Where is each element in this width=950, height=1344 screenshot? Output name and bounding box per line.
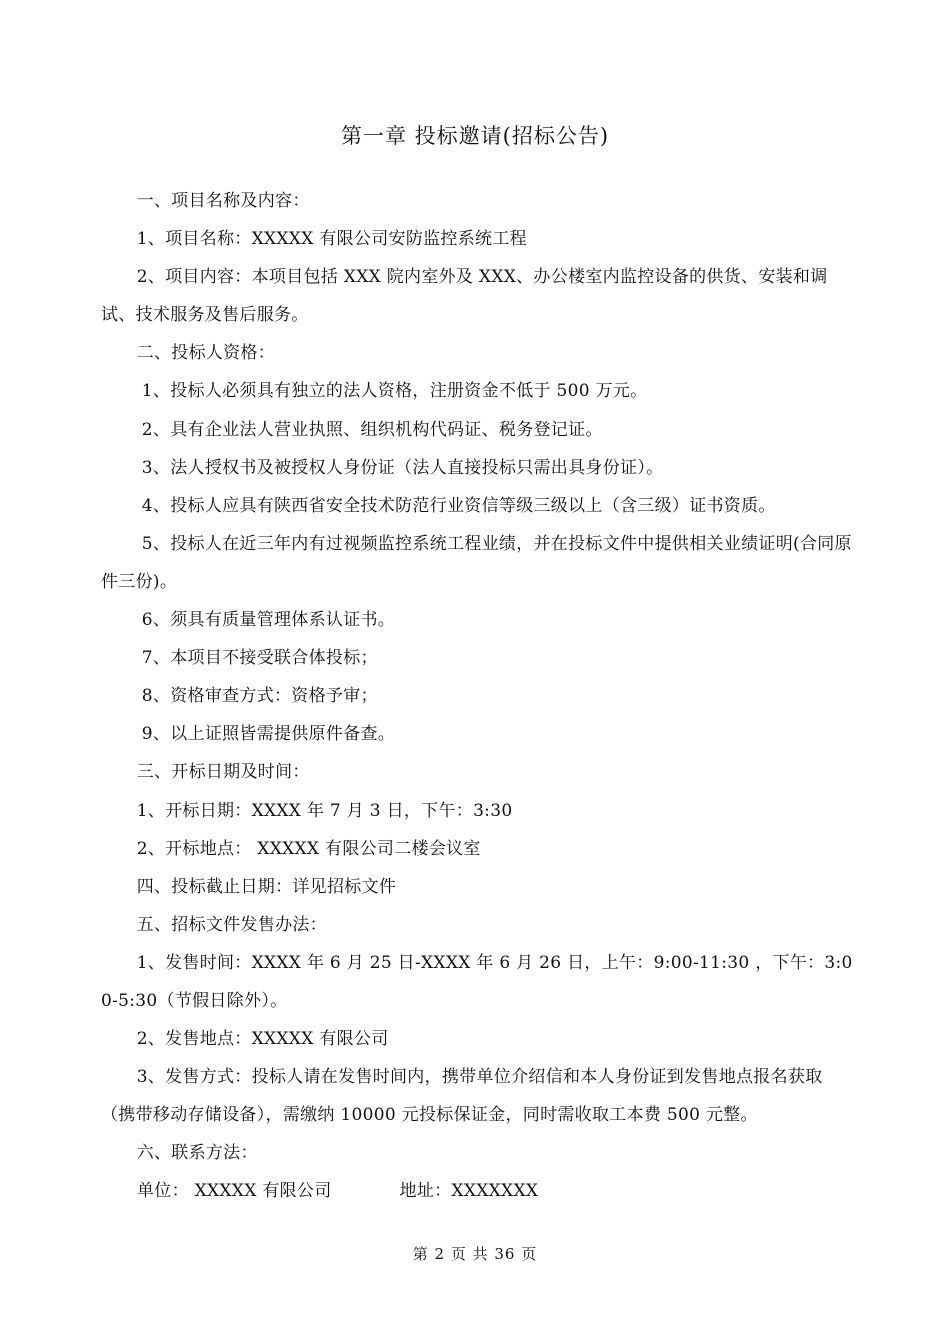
paragraph-qualification-5: 5、投标人在近三年内有过视频监控系统工程业绩，并在投标文件中提供相关业绩证明(合同原件三份)。 — [101, 533, 852, 592]
section-heading-contact: 六、联系方法： — [136, 1143, 258, 1164]
page-footer: 第 2 页 共 36 页 — [412, 1245, 538, 1263]
paragraph-sale-time: 1、发售时间：XXXX 年 6 月 25 日-XXXX 年 6 月 26 日，上午：9:00-11:30 ，下午：3:00-5:30（节假日除外）。 — [101, 952, 853, 1011]
paragraph-qualification-3: 3、法人授权书及被授权人身份证（法人直接投标只需出具身份证）。 — [141, 457, 664, 478]
paragraph-qualification-2: 2、具有企业法人营业执照、组织机构代码证、税务登记证。 — [141, 419, 603, 440]
paragraph-qualification-4: 4、投标人应具有陕西省安全技术防范行业资信等级三级以上（含三级）证书资质。 — [141, 495, 776, 516]
paragraph-qualification-1: 1、投标人必须具有独立的法人资格，注册资金不低于 500 万元。 — [141, 381, 648, 402]
section-heading-deadline: 四、投标截止日期：详见招标文件 — [136, 876, 397, 897]
contact-address: 地址：XXXXXXX — [399, 1181, 539, 1202]
paragraph-sale-location: 2、发售地点：XXXXX 有限公司 — [136, 1029, 389, 1050]
paragraph-qualification-7: 7、本项目不接受联合体投标； — [141, 648, 378, 669]
paragraph-project-name: 1、项目名称：XXXXX 有限公司安防监控系统工程 — [136, 229, 527, 250]
section-heading-project: 一、项目名称及内容： — [136, 191, 310, 211]
contact-unit: 单位： XXXXX 有限公司 — [137, 1181, 332, 1202]
section-heading-opening: 三、开标日期及时间： — [136, 762, 310, 783]
paragraph-qualification-8: 8、资格审查方式：资格予审； — [141, 686, 378, 707]
paragraph-opening-location: 2、开标地点： XXXXX 有限公司二楼会议室 — [136, 838, 481, 859]
paragraph-project-content: 2、项目内容：本项目包括 XXX 院内室外及 XXX、办公楼室内监控设备的供货、安装和调试、技术服务及售后服务。 — [101, 267, 828, 326]
document-body — [101, 182, 853, 1211]
paragraph-sale-method: 3、发售方式：投标人请在发售时间内，携带单位介绍信和本人身份证到发售地点报名获取（携带移动存储设备），需缴纳 10000 元投标保证金，同时需收取工本费 500 元整。 — [101, 1067, 823, 1126]
contact-row — [101, 1172, 853, 1210]
chapter-title: 第一章 投标邀请(招标公告) — [340, 124, 610, 148]
section-heading-qualification: 二、投标人资格： — [136, 343, 276, 364]
section-heading-sale: 五、招标文件发售办法： — [136, 914, 327, 935]
paragraph-qualification-6: 6、须具有质量管理体系认证书。 — [141, 610, 396, 631]
paragraph-qualification-9: 9、以上证照皆需提供原件备查。 — [141, 724, 396, 745]
paragraph-opening-date: 1、开标日期：XXXX 年 7 月 3 日，下午：3:30 — [136, 800, 513, 821]
